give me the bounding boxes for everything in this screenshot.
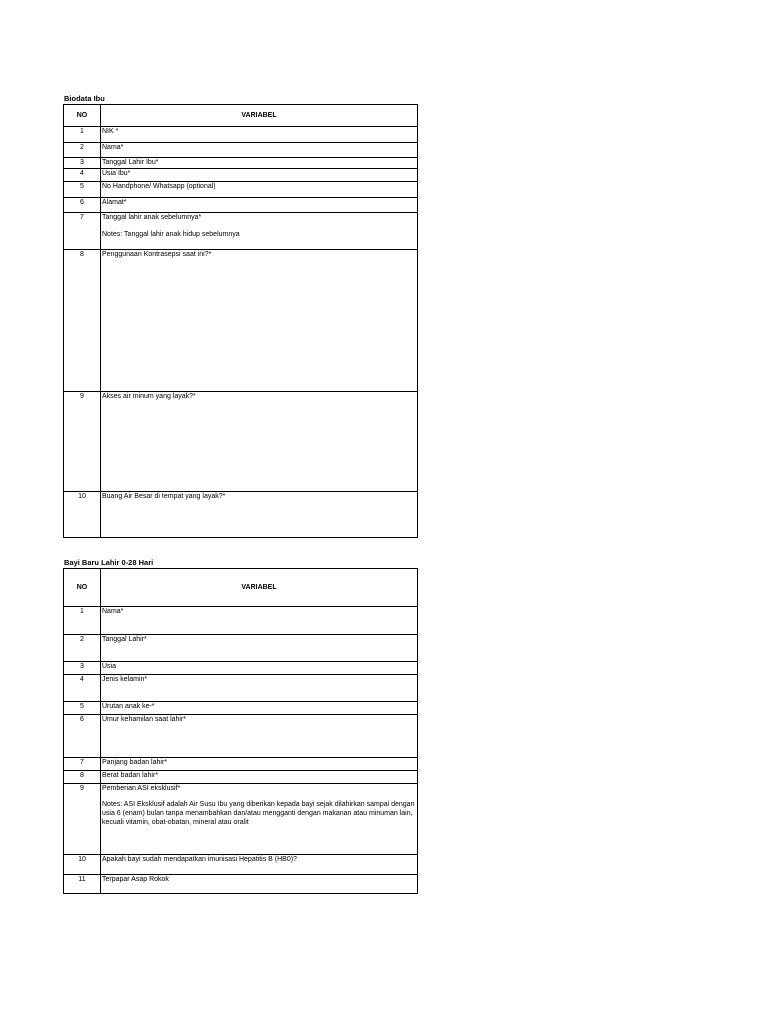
row-number: 5	[64, 182, 101, 198]
row-number: 6	[64, 198, 101, 213]
table-row[interactable]	[64, 392, 418, 492]
row-label: Usia Ibu*	[101, 169, 418, 182]
row-number: 3	[64, 662, 101, 675]
header-no: NO	[64, 105, 101, 127]
table-row[interactable]	[64, 182, 418, 198]
table-row[interactable]	[64, 855, 418, 875]
row-number: 9	[64, 784, 101, 855]
row-label: Tanggal Lahir Ibu*	[101, 158, 418, 169]
row-number: 4	[64, 169, 101, 182]
row-number: 1	[64, 607, 101, 635]
row-number: 8	[64, 771, 101, 784]
table-row[interactable]	[64, 771, 418, 784]
table-row[interactable]	[64, 127, 418, 143]
row-note: Notes: ASI Eksklusif adalah Air Susu Ibu yang diberikan kepada bayi sejak dilahirkan sampai dengan usia 6 (enam) bulan tanpa menambahkan dan/atau mengganti dengan makanan atau minuman lain, kecuali vitamin, obat-obatan, mineral atau oralit	[102, 801, 415, 826]
table-row[interactable]	[64, 198, 418, 213]
row-number: 10	[64, 492, 101, 538]
table-row[interactable]	[64, 662, 418, 675]
row-label: Nama*	[101, 143, 418, 158]
row-number: 10	[64, 855, 101, 875]
row-label: Alamat*	[101, 198, 418, 213]
table-row[interactable]	[64, 635, 418, 662]
table-row[interactable]	[64, 784, 418, 855]
row-label: Buang Air Besar di tempat yang layak?*	[101, 492, 418, 538]
row-note: Notes: Tanggal lahir anak hidup sebelumnya	[102, 231, 240, 238]
header-no: NO	[64, 569, 101, 607]
table-row[interactable]	[64, 715, 418, 758]
row-label: NIK *	[101, 127, 418, 143]
row-label	[101, 213, 418, 250]
row-number: 2	[64, 143, 101, 158]
row-label	[101, 784, 418, 855]
header-variabel: VARIABEL	[101, 569, 418, 607]
row-label-text: Pemberian ASI eksklusif*	[102, 785, 181, 792]
section-title-bayi-baru-lahir: Bayi Baru Lahir 0-28 Hari	[64, 558, 154, 567]
table-row[interactable]	[64, 492, 418, 538]
row-label: No Handphone/ Whatsapp (optional)	[101, 182, 418, 198]
row-number: 9	[64, 392, 101, 492]
biodata-ibu-table	[63, 104, 418, 538]
row-number: 2	[64, 635, 101, 662]
table-row[interactable]	[64, 875, 418, 894]
table-row[interactable]	[64, 675, 418, 702]
row-label: Tanggal Lahir*	[101, 635, 418, 662]
table-row[interactable]	[64, 607, 418, 635]
row-label: Akses air minum yang layak?*	[101, 392, 418, 492]
row-label: Apakah bayi sudah mendapatkan imunisasi Hepatitis B (HB0)?	[101, 855, 418, 875]
row-number: 4	[64, 675, 101, 702]
table-row[interactable]	[64, 250, 418, 392]
row-label: Jenis kelamin*	[101, 675, 418, 702]
row-number: 7	[64, 213, 101, 250]
row-label: Terpapar Asap Rokok	[101, 875, 418, 894]
row-label: Penggunaan Kontrasepsi saat ini?*	[101, 250, 418, 392]
row-label: Urutan anak ke-*	[101, 702, 418, 715]
row-number: 1	[64, 127, 101, 143]
table-row[interactable]	[64, 758, 418, 771]
row-number: 5	[64, 702, 101, 715]
table-header-row	[64, 105, 418, 127]
row-label-text: Tanggal lahir anak sebelumnya*	[102, 214, 202, 221]
row-number: 6	[64, 715, 101, 758]
table-row[interactable]	[64, 143, 418, 158]
row-label: Umur kehamilan saat lahir*	[101, 715, 418, 758]
row-label: Nama*	[101, 607, 418, 635]
bayi-baru-lahir-table	[63, 568, 418, 894]
table-header-row	[64, 569, 418, 607]
row-label: Usia	[101, 662, 418, 675]
row-number: 8	[64, 250, 101, 392]
row-label: Berat badan lahir*	[101, 771, 418, 784]
table-row[interactable]	[64, 702, 418, 715]
table-row[interactable]	[64, 158, 418, 169]
section-title-biodata-ibu: Biodata Ibu	[64, 94, 105, 103]
header-variabel: VARIABEL	[101, 105, 418, 127]
row-number: 11	[64, 875, 101, 894]
table-row[interactable]	[64, 213, 418, 250]
row-label: Panjang badan lahir*	[101, 758, 418, 771]
table-row[interactable]	[64, 169, 418, 182]
row-number: 7	[64, 758, 101, 771]
row-number: 3	[64, 158, 101, 169]
